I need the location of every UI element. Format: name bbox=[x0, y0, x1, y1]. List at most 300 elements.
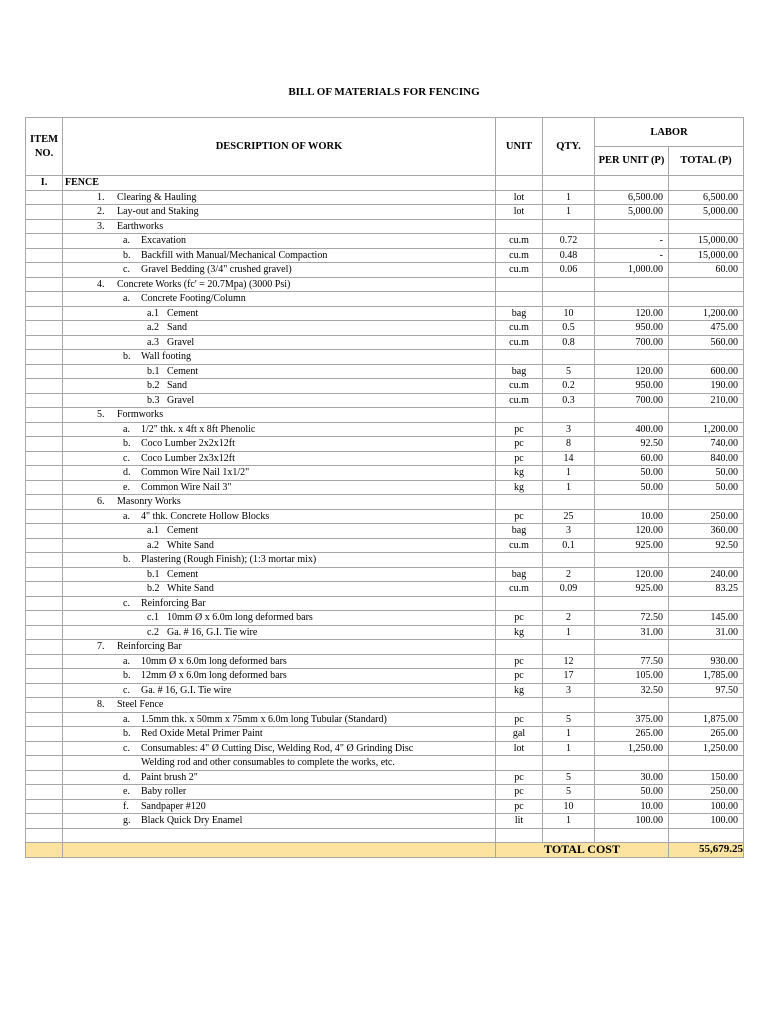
total-cell: 15,000.00 bbox=[669, 248, 744, 263]
qty-cell bbox=[543, 350, 595, 365]
per-unit-cell bbox=[595, 698, 669, 713]
item-number: e. bbox=[123, 786, 130, 797]
item-description: Baby roller bbox=[141, 786, 187, 797]
qty-cell: 3 bbox=[543, 524, 595, 539]
item-no-cell bbox=[26, 205, 63, 220]
unit-cell: pc bbox=[496, 451, 543, 466]
qty-cell: 0.72 bbox=[543, 234, 595, 249]
total-cell bbox=[669, 756, 744, 771]
item-description: White Sand bbox=[167, 539, 214, 551]
description-cell bbox=[63, 495, 496, 510]
qty-cell bbox=[543, 698, 595, 713]
qty-cell bbox=[543, 495, 595, 510]
item-no-cell bbox=[26, 683, 63, 698]
item-number: d. bbox=[123, 771, 131, 783]
item-number: a. bbox=[123, 235, 130, 246]
qty-cell: 12 bbox=[543, 654, 595, 669]
description-cell bbox=[63, 263, 496, 278]
item-description: 10mm Ø x 6.0m long deformed bars bbox=[167, 612, 313, 623]
item-description: Earthworks bbox=[117, 220, 164, 232]
total-cell: 360.00 bbox=[669, 524, 744, 539]
table-row bbox=[26, 219, 744, 234]
unit-cell bbox=[496, 408, 543, 423]
item-no-cell bbox=[26, 277, 63, 292]
item-no-cell bbox=[26, 219, 63, 234]
table-row bbox=[26, 480, 744, 495]
qty-cell bbox=[543, 756, 595, 771]
item-number: b. bbox=[123, 554, 131, 565]
item-no-cell bbox=[26, 292, 63, 307]
item-no-cell bbox=[26, 234, 63, 249]
table-row bbox=[26, 727, 744, 742]
table-row bbox=[26, 306, 744, 321]
qty-cell: 1 bbox=[543, 466, 595, 481]
item-description: Concrete Works (fc' = 20.7Mpa) (3000 Psi) bbox=[117, 278, 291, 290]
description-cell bbox=[63, 335, 496, 350]
total-cell bbox=[669, 596, 744, 611]
total-cell: 840.00 bbox=[669, 451, 744, 466]
item-description: Coco Lumber 2x3x12ft bbox=[141, 452, 235, 464]
item-no-cell bbox=[26, 756, 63, 771]
table-row bbox=[26, 292, 744, 307]
description-cell bbox=[63, 350, 496, 365]
unit-cell: cu.m bbox=[496, 582, 543, 597]
unit-cell: bag bbox=[496, 524, 543, 539]
description-cell bbox=[63, 640, 496, 655]
per-unit-cell: 6,500.00 bbox=[595, 190, 669, 205]
per-unit-cell bbox=[595, 219, 669, 234]
per-unit-cell: 700.00 bbox=[595, 335, 669, 350]
unit-cell: cu.m bbox=[496, 263, 543, 278]
item-number: c. bbox=[123, 264, 130, 275]
unit-cell: pc bbox=[496, 509, 543, 524]
qty-cell: 1 bbox=[543, 480, 595, 495]
per-unit-cell bbox=[595, 596, 669, 611]
table-row bbox=[26, 350, 744, 365]
item-description: Ga. # 16, G.I. Tie wire bbox=[167, 626, 258, 638]
unit-cell bbox=[496, 553, 543, 568]
item-no-cell bbox=[26, 538, 63, 553]
qty-cell: 2 bbox=[543, 611, 595, 626]
description-cell bbox=[63, 741, 496, 756]
description-cell bbox=[63, 205, 496, 220]
item-number: a.2 bbox=[147, 322, 159, 333]
description-cell bbox=[63, 727, 496, 742]
total-cell: 6,500.00 bbox=[669, 190, 744, 205]
table-row bbox=[26, 567, 744, 582]
per-unit-cell: 120.00 bbox=[595, 364, 669, 379]
total-cost-value: 55,679.25 bbox=[669, 843, 744, 858]
table-row bbox=[26, 596, 744, 611]
total-cell: 92.50 bbox=[669, 538, 744, 553]
item-number: b. bbox=[123, 670, 131, 681]
item-description: 10mm Ø x 6.0m long deformed bars bbox=[141, 655, 287, 667]
item-no-cell bbox=[26, 669, 63, 684]
item-description: Concrete Footing/Column bbox=[141, 293, 246, 304]
total-cell: 100.00 bbox=[669, 814, 744, 829]
item-no-cell bbox=[26, 524, 63, 539]
item-description: Cement bbox=[167, 365, 199, 377]
description-cell bbox=[63, 277, 496, 292]
per-unit-cell: 120.00 bbox=[595, 567, 669, 582]
unit-cell bbox=[496, 698, 543, 713]
description-cell bbox=[63, 669, 496, 684]
item-number: 2. bbox=[97, 206, 105, 217]
per-unit-cell bbox=[595, 350, 669, 365]
qty-cell: 0.3 bbox=[543, 393, 595, 408]
item-no-cell bbox=[26, 350, 63, 365]
table-row bbox=[26, 524, 744, 539]
qty-cell: 0.2 bbox=[543, 379, 595, 394]
item-no-cell bbox=[26, 321, 63, 336]
item-no-cell: I. bbox=[26, 176, 63, 191]
description-cell bbox=[63, 654, 496, 669]
total-cell: 31.00 bbox=[669, 625, 744, 640]
qty-cell: 14 bbox=[543, 451, 595, 466]
item-description: Gravel Bedding (3/4" crushed gravel) bbox=[141, 264, 292, 275]
item-number: b.2 bbox=[147, 380, 160, 391]
item-description: Reinforcing Bar bbox=[117, 641, 182, 652]
description-cell bbox=[63, 538, 496, 553]
table-row bbox=[26, 234, 744, 249]
header-total: TOTAL (P) bbox=[669, 147, 744, 176]
description-cell bbox=[63, 480, 496, 495]
item-description: Cement bbox=[167, 568, 199, 580]
item-number: a.1 bbox=[147, 307, 159, 319]
item-number: b.1 bbox=[147, 568, 160, 580]
table-row bbox=[26, 364, 744, 379]
qty-cell: 5 bbox=[543, 364, 595, 379]
total-cell: 1,250.00 bbox=[669, 741, 744, 756]
description-cell bbox=[63, 190, 496, 205]
total-cell bbox=[669, 292, 744, 307]
item-description: Common Wire Nail 3" bbox=[141, 481, 232, 493]
description-cell bbox=[63, 611, 496, 626]
per-unit-cell: 77.50 bbox=[595, 654, 669, 669]
total-cell: 145.00 bbox=[669, 611, 744, 626]
item-no-cell bbox=[26, 799, 63, 814]
qty-cell: 1 bbox=[543, 727, 595, 742]
per-unit-cell: 265.00 bbox=[595, 727, 669, 742]
total-cell: 100.00 bbox=[669, 799, 744, 814]
item-no-cell bbox=[26, 553, 63, 568]
qty-cell: 0.09 bbox=[543, 582, 595, 597]
qty-cell: 1 bbox=[543, 741, 595, 756]
table-row bbox=[26, 814, 744, 829]
item-no-cell bbox=[26, 408, 63, 423]
description-cell bbox=[63, 683, 496, 698]
unit-cell: pc bbox=[496, 611, 543, 626]
unit-cell: pc bbox=[496, 712, 543, 727]
per-unit-cell: 925.00 bbox=[595, 538, 669, 553]
total-cell bbox=[669, 408, 744, 423]
table-row bbox=[26, 379, 744, 394]
description-cell bbox=[63, 422, 496, 437]
item-no-cell bbox=[26, 480, 63, 495]
qty-cell: 0.06 bbox=[543, 263, 595, 278]
qty-cell: 8 bbox=[543, 437, 595, 452]
unit-cell: bag bbox=[496, 364, 543, 379]
document-title: BILL OF MATERIALS FOR FENCING bbox=[288, 86, 480, 98]
table-row bbox=[26, 263, 744, 278]
item-number: 7. bbox=[97, 641, 105, 652]
description-cell bbox=[63, 379, 496, 394]
qty-cell bbox=[543, 219, 595, 234]
total-row bbox=[26, 843, 744, 858]
item-number: e. bbox=[123, 481, 130, 493]
table-row bbox=[26, 190, 744, 205]
qty-cell: 0.48 bbox=[543, 248, 595, 263]
item-description: 1.5mm thk. x 50mm x 75mm x 6.0m long Tubular (Standard) bbox=[141, 713, 387, 725]
table-row bbox=[26, 495, 744, 510]
per-unit-cell: 100.00 bbox=[595, 814, 669, 829]
per-unit-cell: 120.00 bbox=[595, 306, 669, 321]
per-unit-cell: 1,000.00 bbox=[595, 263, 669, 278]
total-cell bbox=[669, 698, 744, 713]
description-cell bbox=[63, 785, 496, 800]
qty-cell: 0.8 bbox=[543, 335, 595, 350]
per-unit-cell: 950.00 bbox=[595, 321, 669, 336]
unit-cell bbox=[496, 596, 543, 611]
description-cell bbox=[63, 393, 496, 408]
description-cell bbox=[63, 814, 496, 829]
unit-cell: lot bbox=[496, 741, 543, 756]
qty-cell bbox=[543, 553, 595, 568]
item-description: Ga. # 16, G.I. Tie wire bbox=[141, 684, 232, 696]
per-unit-cell bbox=[595, 640, 669, 655]
description-cell bbox=[63, 408, 496, 423]
unit-cell bbox=[496, 176, 543, 191]
item-number: c. bbox=[123, 684, 130, 696]
item-no-cell bbox=[26, 263, 63, 278]
item-no-cell bbox=[26, 437, 63, 452]
item-number: a.3 bbox=[147, 336, 159, 348]
item-number: a. bbox=[123, 423, 130, 435]
total-cell: 1,785.00 bbox=[669, 669, 744, 684]
item-number: a.1 bbox=[147, 525, 159, 536]
unit-cell: bag bbox=[496, 567, 543, 582]
unit-cell: lit bbox=[496, 814, 543, 829]
per-unit-cell: 105.00 bbox=[595, 669, 669, 684]
qty-cell: 3 bbox=[543, 683, 595, 698]
unit-cell: kg bbox=[496, 480, 543, 495]
total-cell bbox=[669, 176, 744, 191]
unit-cell: lot bbox=[496, 190, 543, 205]
per-unit-cell: 32.50 bbox=[595, 683, 669, 698]
total-cell: 250.00 bbox=[669, 785, 744, 800]
item-number: 8. bbox=[97, 699, 105, 710]
item-number: 4. bbox=[97, 278, 105, 290]
header-per-unit: PER UNIT (P) bbox=[595, 147, 669, 176]
unit-cell: cu.m bbox=[496, 335, 543, 350]
qty-cell: 5 bbox=[543, 770, 595, 785]
item-number: c.1 bbox=[147, 612, 159, 623]
table-row bbox=[26, 408, 744, 423]
item-number: b. bbox=[123, 249, 131, 261]
unit-cell: cu.m bbox=[496, 538, 543, 553]
item-no-cell bbox=[26, 509, 63, 524]
item-no-cell bbox=[26, 335, 63, 350]
item-no-cell bbox=[26, 306, 63, 321]
total-cell: 240.00 bbox=[669, 567, 744, 582]
total-cell: 1,200.00 bbox=[669, 306, 744, 321]
total-cell bbox=[669, 350, 744, 365]
item-no-cell bbox=[26, 567, 63, 582]
unit-cell bbox=[496, 640, 543, 655]
unit-cell: kg bbox=[496, 683, 543, 698]
description-cell bbox=[63, 176, 496, 191]
per-unit-cell: 92.50 bbox=[595, 437, 669, 452]
per-unit-cell bbox=[595, 756, 669, 771]
per-unit-cell: 30.00 bbox=[595, 770, 669, 785]
total-cell bbox=[669, 553, 744, 568]
per-unit-cell: 50.00 bbox=[595, 480, 669, 495]
item-number: c. bbox=[123, 452, 130, 464]
unit-cell: pc bbox=[496, 422, 543, 437]
unit-cell: cu.m bbox=[496, 321, 543, 336]
per-unit-cell: 72.50 bbox=[595, 611, 669, 626]
item-no-cell bbox=[26, 770, 63, 785]
item-description: Masonry Works bbox=[117, 496, 181, 507]
total-cell bbox=[669, 219, 744, 234]
item-description: Plastering (Rough Finish); (1:3 mortar mix) bbox=[141, 554, 317, 565]
total-cell: 210.00 bbox=[669, 393, 744, 408]
qty-cell bbox=[543, 277, 595, 292]
per-unit-cell bbox=[595, 408, 669, 423]
total-cell: 15,000.00 bbox=[669, 234, 744, 249]
description-cell bbox=[63, 219, 496, 234]
item-number: d. bbox=[123, 467, 131, 478]
description-cell bbox=[63, 712, 496, 727]
table-row bbox=[26, 437, 744, 452]
unit-cell: cu.m bbox=[496, 248, 543, 263]
total-cell bbox=[669, 495, 744, 510]
unit-cell bbox=[496, 495, 543, 510]
item-no-cell bbox=[26, 451, 63, 466]
qty-cell bbox=[543, 292, 595, 307]
item-description: Cement bbox=[167, 525, 199, 536]
total-cell bbox=[669, 640, 744, 655]
qty-cell: 5 bbox=[543, 712, 595, 727]
qty-cell: 10 bbox=[543, 799, 595, 814]
description-cell bbox=[63, 321, 496, 336]
item-description: Black Quick Dry Enamel bbox=[141, 815, 243, 826]
item-number: c. bbox=[123, 597, 130, 609]
table-row bbox=[26, 321, 744, 336]
qty-cell: 25 bbox=[543, 509, 595, 524]
item-number: b. bbox=[123, 728, 131, 739]
unit-cell: pc bbox=[496, 669, 543, 684]
item-no-cell bbox=[26, 640, 63, 655]
item-number: a. bbox=[123, 655, 130, 667]
item-number: c. bbox=[123, 742, 130, 754]
unit-cell: kg bbox=[496, 466, 543, 481]
total-cell: 150.00 bbox=[669, 770, 744, 785]
per-unit-cell: 60.00 bbox=[595, 451, 669, 466]
unit-cell: lot bbox=[496, 205, 543, 220]
total-cell: 740.00 bbox=[669, 437, 744, 452]
item-no-cell bbox=[26, 814, 63, 829]
item-number: 3. bbox=[97, 220, 105, 232]
per-unit-cell: 1,250.00 bbox=[595, 741, 669, 756]
item-description: Sandpaper #120 bbox=[141, 800, 206, 812]
total-cell: 1,875.00 bbox=[669, 712, 744, 727]
total-cell: 97.50 bbox=[669, 683, 744, 698]
per-unit-cell: 120.00 bbox=[595, 524, 669, 539]
description-cell bbox=[63, 553, 496, 568]
header-description: DESCRIPTION OF WORK bbox=[63, 118, 496, 176]
per-unit-cell: - bbox=[595, 248, 669, 263]
total-cell: 475.00 bbox=[669, 321, 744, 336]
item-no-cell bbox=[26, 364, 63, 379]
item-description: Lay-out and Staking bbox=[117, 206, 199, 217]
item-no-cell bbox=[26, 190, 63, 205]
item-no-cell bbox=[26, 611, 63, 626]
qty-cell bbox=[543, 596, 595, 611]
unit-cell bbox=[496, 219, 543, 234]
item-description: Common Wire Nail 1x1/2" bbox=[141, 467, 250, 478]
table-row bbox=[26, 785, 744, 800]
table-row bbox=[26, 248, 744, 263]
item-description: Sand bbox=[167, 380, 187, 391]
description-cell bbox=[63, 582, 496, 597]
per-unit-cell bbox=[595, 292, 669, 307]
table-row bbox=[26, 756, 744, 771]
description-cell bbox=[63, 698, 496, 713]
item-no-cell bbox=[26, 698, 63, 713]
table-row bbox=[26, 176, 744, 191]
table-row bbox=[26, 698, 744, 713]
total-cell: 5,000.00 bbox=[669, 205, 744, 220]
per-unit-cell bbox=[595, 176, 669, 191]
item-description: Red Oxide Metal Primer Paint bbox=[141, 728, 263, 739]
unit-cell: pc bbox=[496, 770, 543, 785]
description-cell bbox=[63, 509, 496, 524]
item-number: b. bbox=[123, 351, 131, 362]
table-row bbox=[26, 422, 744, 437]
table-row bbox=[26, 466, 744, 481]
item-number: b. bbox=[123, 438, 131, 449]
table-row bbox=[26, 205, 744, 220]
unit-cell: bag bbox=[496, 306, 543, 321]
description-cell bbox=[63, 437, 496, 452]
item-number: a. bbox=[123, 713, 130, 725]
unit-cell: pc bbox=[496, 437, 543, 452]
item-number: 6. bbox=[97, 496, 105, 507]
description-cell bbox=[63, 248, 496, 263]
table-row bbox=[26, 451, 744, 466]
item-description: Wall footing bbox=[141, 351, 192, 362]
description-cell bbox=[63, 625, 496, 640]
table-row bbox=[26, 393, 744, 408]
table-row bbox=[26, 770, 744, 785]
header-qty: QTY. bbox=[543, 118, 595, 176]
total-cell: 83.25 bbox=[669, 582, 744, 597]
per-unit-cell: 10.00 bbox=[595, 509, 669, 524]
item-description: Gravel bbox=[167, 394, 195, 406]
qty-cell bbox=[543, 176, 595, 191]
item-no-cell bbox=[26, 785, 63, 800]
table-row bbox=[26, 277, 744, 292]
unit-cell: pc bbox=[496, 799, 543, 814]
table-row bbox=[26, 509, 744, 524]
item-description: Excavation bbox=[141, 235, 186, 246]
total-cell: 190.00 bbox=[669, 379, 744, 394]
item-description: Steel Fence bbox=[117, 699, 164, 710]
item-description: Coco Lumber 2x2x12ft bbox=[141, 438, 235, 449]
item-no-cell bbox=[26, 741, 63, 756]
description-cell bbox=[63, 524, 496, 539]
